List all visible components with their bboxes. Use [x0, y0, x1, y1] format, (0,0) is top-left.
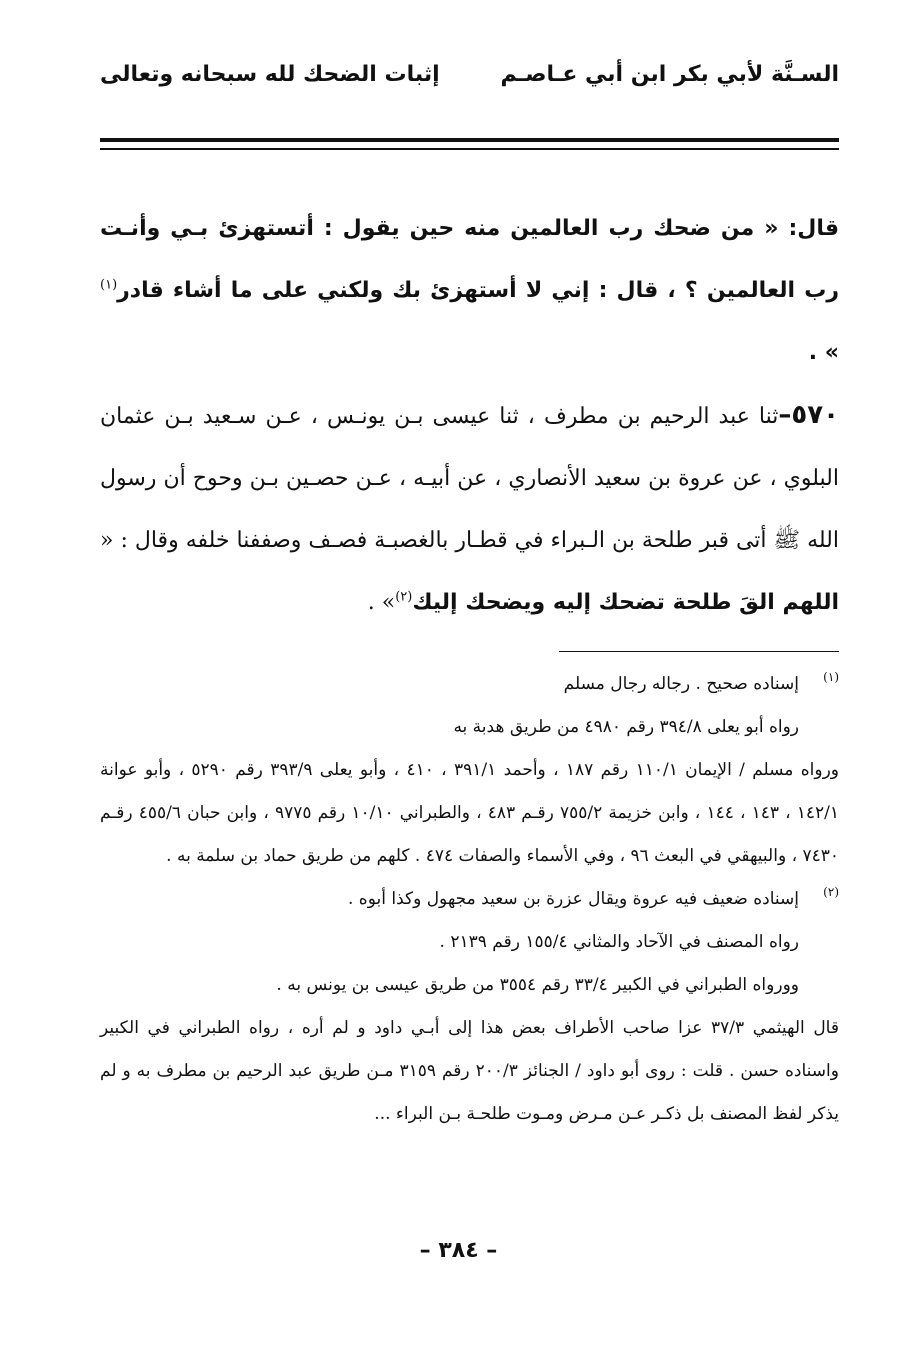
header-rule-thick — [100, 138, 839, 142]
page-header — [100, 62, 839, 112]
paragraph-1-end: » . — [808, 340, 839, 365]
footnote-2-marker: (٢) — [823, 885, 839, 899]
chapter-title: إثبات الضحك لله سبحانه وتعالى — [100, 62, 440, 87]
page-number: – ٣٨٤ – — [419, 1238, 498, 1263]
footnote-1-line-3: ورواه مسلم / الإيمان ١١٠/١ رقم ١٨٧ ، وأحمد ٣٩١/١ ، ٤١٠ ، وأبو يعلى ٣٩٣/٩ رقم ٥٢٩٠ ، وأبو عوانة ١٤٢/١ ، ١٤٣ ، ١٤٤ ، وابن خزيمة ٧٥٥/٢ رقـم ٤٨٣ ، والطبراني ١٠/١٠ رقم ٩٧٧٥ ، وابن حبان ٤٥٥/٦ رقـم ٧٤٣٠ ، والبيهقي في البعث ٩٦ ، وفي الأسماء والصفات ٤٧٤ . كلهم من طريق حماد بن سلمة به . — [100, 760, 840, 866]
footnote-2 — [100, 878, 839, 1136]
footnote-2-line-1: إسناده ضعيف فيه عروة ويقال عزرة بن سعيد مجهول وكذا أبوه . — [348, 889, 799, 909]
footnote-1-line-2: رواه أبو يعلى ٣٩٤/٨ رقم ٤٩٨٠ من طريق هدبة به — [453, 717, 799, 737]
footnote-1-marker: (١) — [823, 670, 839, 684]
main-text — [100, 198, 839, 634]
header-rule-thin — [100, 148, 839, 150]
footnote-ref-2[interactable]: (٢) — [395, 589, 413, 605]
paragraph-1 — [100, 198, 839, 384]
paragraph-2 — [100, 384, 839, 634]
footnotes — [100, 663, 839, 1136]
paragraph-2-bold: اللهم القَ طلحة تضحك إليه ويضحك إليك — [412, 590, 839, 615]
footnote-2-line-4: قال الهيثمي ٣٧/٣ عزا صاحب الأطراف بعض هذا إلى أبـي داود و لم أره ، رواه الطبراني في الكبير واسناده حسن . قلت : روى أبو داود / الجنائز ٢٠٠/٣ رقم ٣١٥٩ مـن طريق عبد الرحيم بن مطرف به و لم يذكر لفظ المصنف بل ذكـر عـن مـرض ومـوت طلحـة بـن البراء ... — [100, 1018, 839, 1124]
hadith-dash: – — [778, 400, 792, 430]
paragraph-1-text: قال: « من ضحك رب العالمين منه حين يقول : أتستهزئ بـي وأنـت رب العالمين ؟ ، قال : إني لا أستهزئ بك ولكني على ما أشاء قادر — [100, 216, 839, 303]
footnote-separator — [559, 651, 839, 652]
footnote-1-line-1: إسناده صحيح . رجاله رجال مسلم — [563, 674, 799, 694]
footnote-1 — [100, 663, 839, 878]
footnote-2-line-3: وورواه الطبراني في الكبير ٣٣/٤ رقم ٣٥٥٤ من طريق عيسى بن يونس به . — [276, 975, 799, 995]
book-title: السـنَّة لأبي بكر ابن أبي عـاصـم — [500, 62, 839, 87]
footnote-ref-1[interactable]: (١) — [100, 277, 118, 293]
hadith-number: ٥٧٠ — [791, 400, 839, 430]
paragraph-2-text: ثنا عبد الرحيم بن مطرف ، ثنا عيسى بـن يونـس ، عـن سـعيد بـن عثمان البلوي ، عن عروة بن سعيد الأنصاري ، عن أبيـه ، عـن حصـين بـن وحوح أن رسول الله ﷺ أتى قبر طلحة بن الـبراء في قطـار بالغصبـة فصـف وصففنا خلفه وقال : « — [100, 404, 839, 553]
footnote-2-line-2: رواه المصنف في الآحاد والمثاني ١٥٥/٤ رقم ٢١٣٩ . — [439, 932, 799, 952]
paragraph-2-end: » . — [367, 590, 396, 615]
